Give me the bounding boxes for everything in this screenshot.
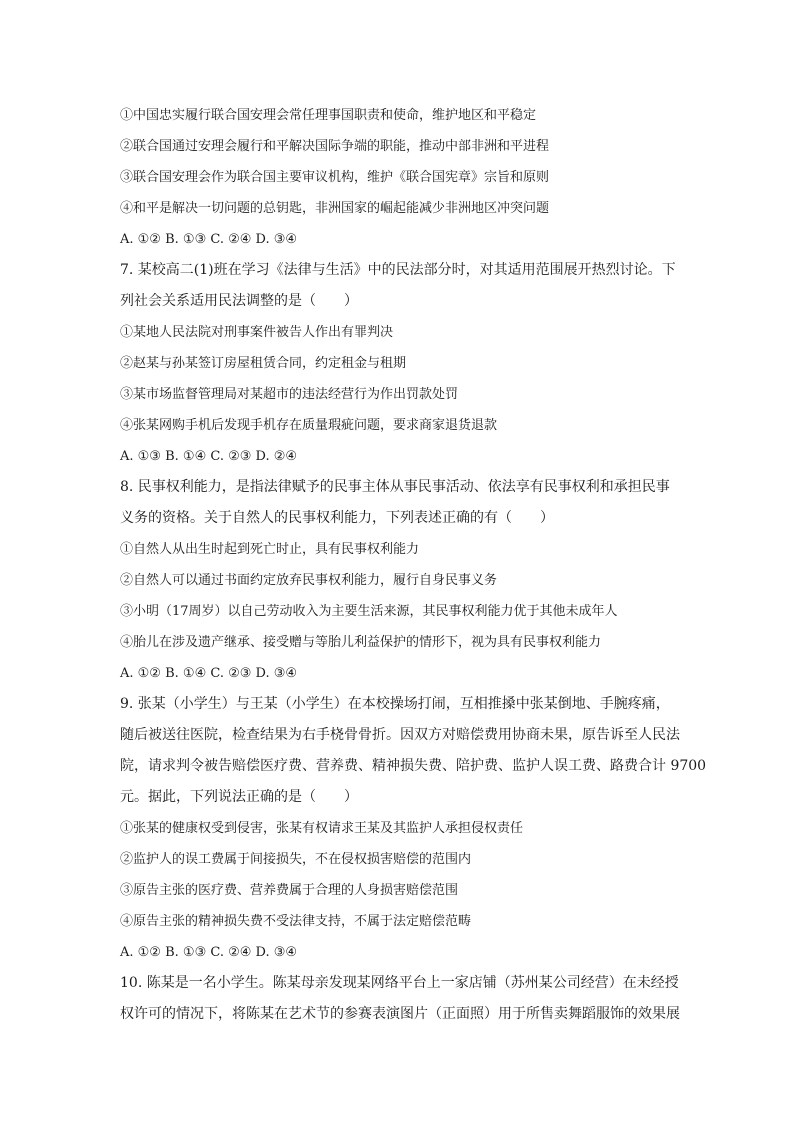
option-1: ①自然人从出生时起到死亡时止，具有民事权利能力	[120, 542, 420, 557]
answer-choices: A. ①② B. ①③ C. ②④ D. ③④	[120, 945, 298, 960]
option-1: ①某地人民法院对刑事案件被告人作出有罪判决	[120, 325, 394, 340]
option-3: ③原告主张的医疗费、营养费属于合理的人身损害赔偿范围	[120, 883, 459, 898]
option-2: ②监护人的误工费属于间接损失，不在侵权损害赔偿的范围内	[120, 852, 472, 867]
question-stem: 权许可的情况下，将陈某在艺术节的参赛表演图片（正面照）用于所售卖舞蹈服饰的效果展	[120, 1006, 680, 1022]
option-4: ④胎儿在涉及遗产继承、接受赠与等胎儿利益保护的情形下，视为具有民事权利能力	[120, 635, 602, 650]
option-1: ①中国忠实履行联合国安理会常任理事国职责和使命，维护地区和平稳定	[120, 108, 537, 123]
question-stem: 院，请求判令被告赔偿医疗费、营养费、精神损失费、陪护费、监护人误工费、路费合计 9700	[120, 758, 707, 774]
question-8	[120, 472, 680, 689]
exam-page	[120, 100, 707, 1030]
question-stem: 10. 陈某是一名小学生。陈某母亲发现某网络平台上一家店铺（苏州某公司经营）在未经授	[120, 975, 679, 991]
option-4: ④原告主张的精神损失费不受法律支持，不属于法定赔偿范畴	[120, 914, 472, 929]
question-6-options	[120, 100, 680, 255]
option-3: ③某市场监督管理局对某超市的违法经营行为作出罚款处罚	[120, 387, 459, 402]
option-3: ③联合国安理会作为联合国主要审议机构，维护《联合国宪章》宗旨和原则	[120, 170, 550, 185]
question-stem: 随后被送往医院，检查结果为右手桡骨骨折。因双方对赔偿费用协商未果，原告诉至人民法	[120, 727, 680, 743]
question-stem: 元。据此，下列说法正确的是（ ）	[120, 789, 358, 805]
question-7	[120, 255, 680, 472]
question-stem: 9. 张某（小学生）与王某（小学生）在本校操场打闹，互相推搡中张某倒地、手腕疼痛，	[120, 696, 670, 712]
option-1: ①张某的健康权受到侵害，张某有权请求王某及其监护人承担侵权责任	[120, 821, 524, 836]
question-9	[120, 689, 707, 968]
answer-choices: A. ①③ B. ①④ C. ②③ D. ②④	[120, 449, 298, 464]
question-stem: 义务的资格。关于自然人的民事权利能力，下列表述正确的有（ ）	[120, 510, 554, 526]
answer-choices: A. ①② B. ①③ C. ②④ D. ③④	[120, 232, 298, 247]
option-2: ②赵某与孙某签订房屋租赁合同，约定租金与租期	[120, 356, 407, 371]
option-4: ④和平是解决一切问题的总钥匙，非洲国家的崛起能减少非洲地区冲突问题	[120, 201, 550, 216]
option-3: ③小明（17周岁）以自己劳动收入为主要生活来源，其民事权利能力优于其他未成年人	[120, 604, 618, 619]
option-2: ②自然人可以通过书面约定放弃民事权利能力，履行自身民事义务	[120, 573, 498, 588]
question-stem: 7. 某校高二(1)班在学习《法律与生活》中的民法部分时，对其适用范围展开热烈讨论。下	[120, 262, 676, 278]
question-stem: 8. 民事权利能力，是指法律赋予的民事主体从事民事活动、依法享有民事权利和承担民事	[120, 479, 670, 495]
question-stem: 列社会关系适用民法调整的是（ ）	[120, 293, 358, 309]
question-10	[120, 968, 680, 1030]
option-4: ④张某网购手机后发现手机存在质量瑕疵问题，要求商家退货退款	[120, 418, 498, 433]
option-2: ②联合国通过安理会履行和平解决国际争端的职能，推动中部非洲和平进程	[120, 139, 550, 154]
answer-choices: A. ①② B. ①④ C. ②③ D. ③④	[120, 666, 298, 681]
